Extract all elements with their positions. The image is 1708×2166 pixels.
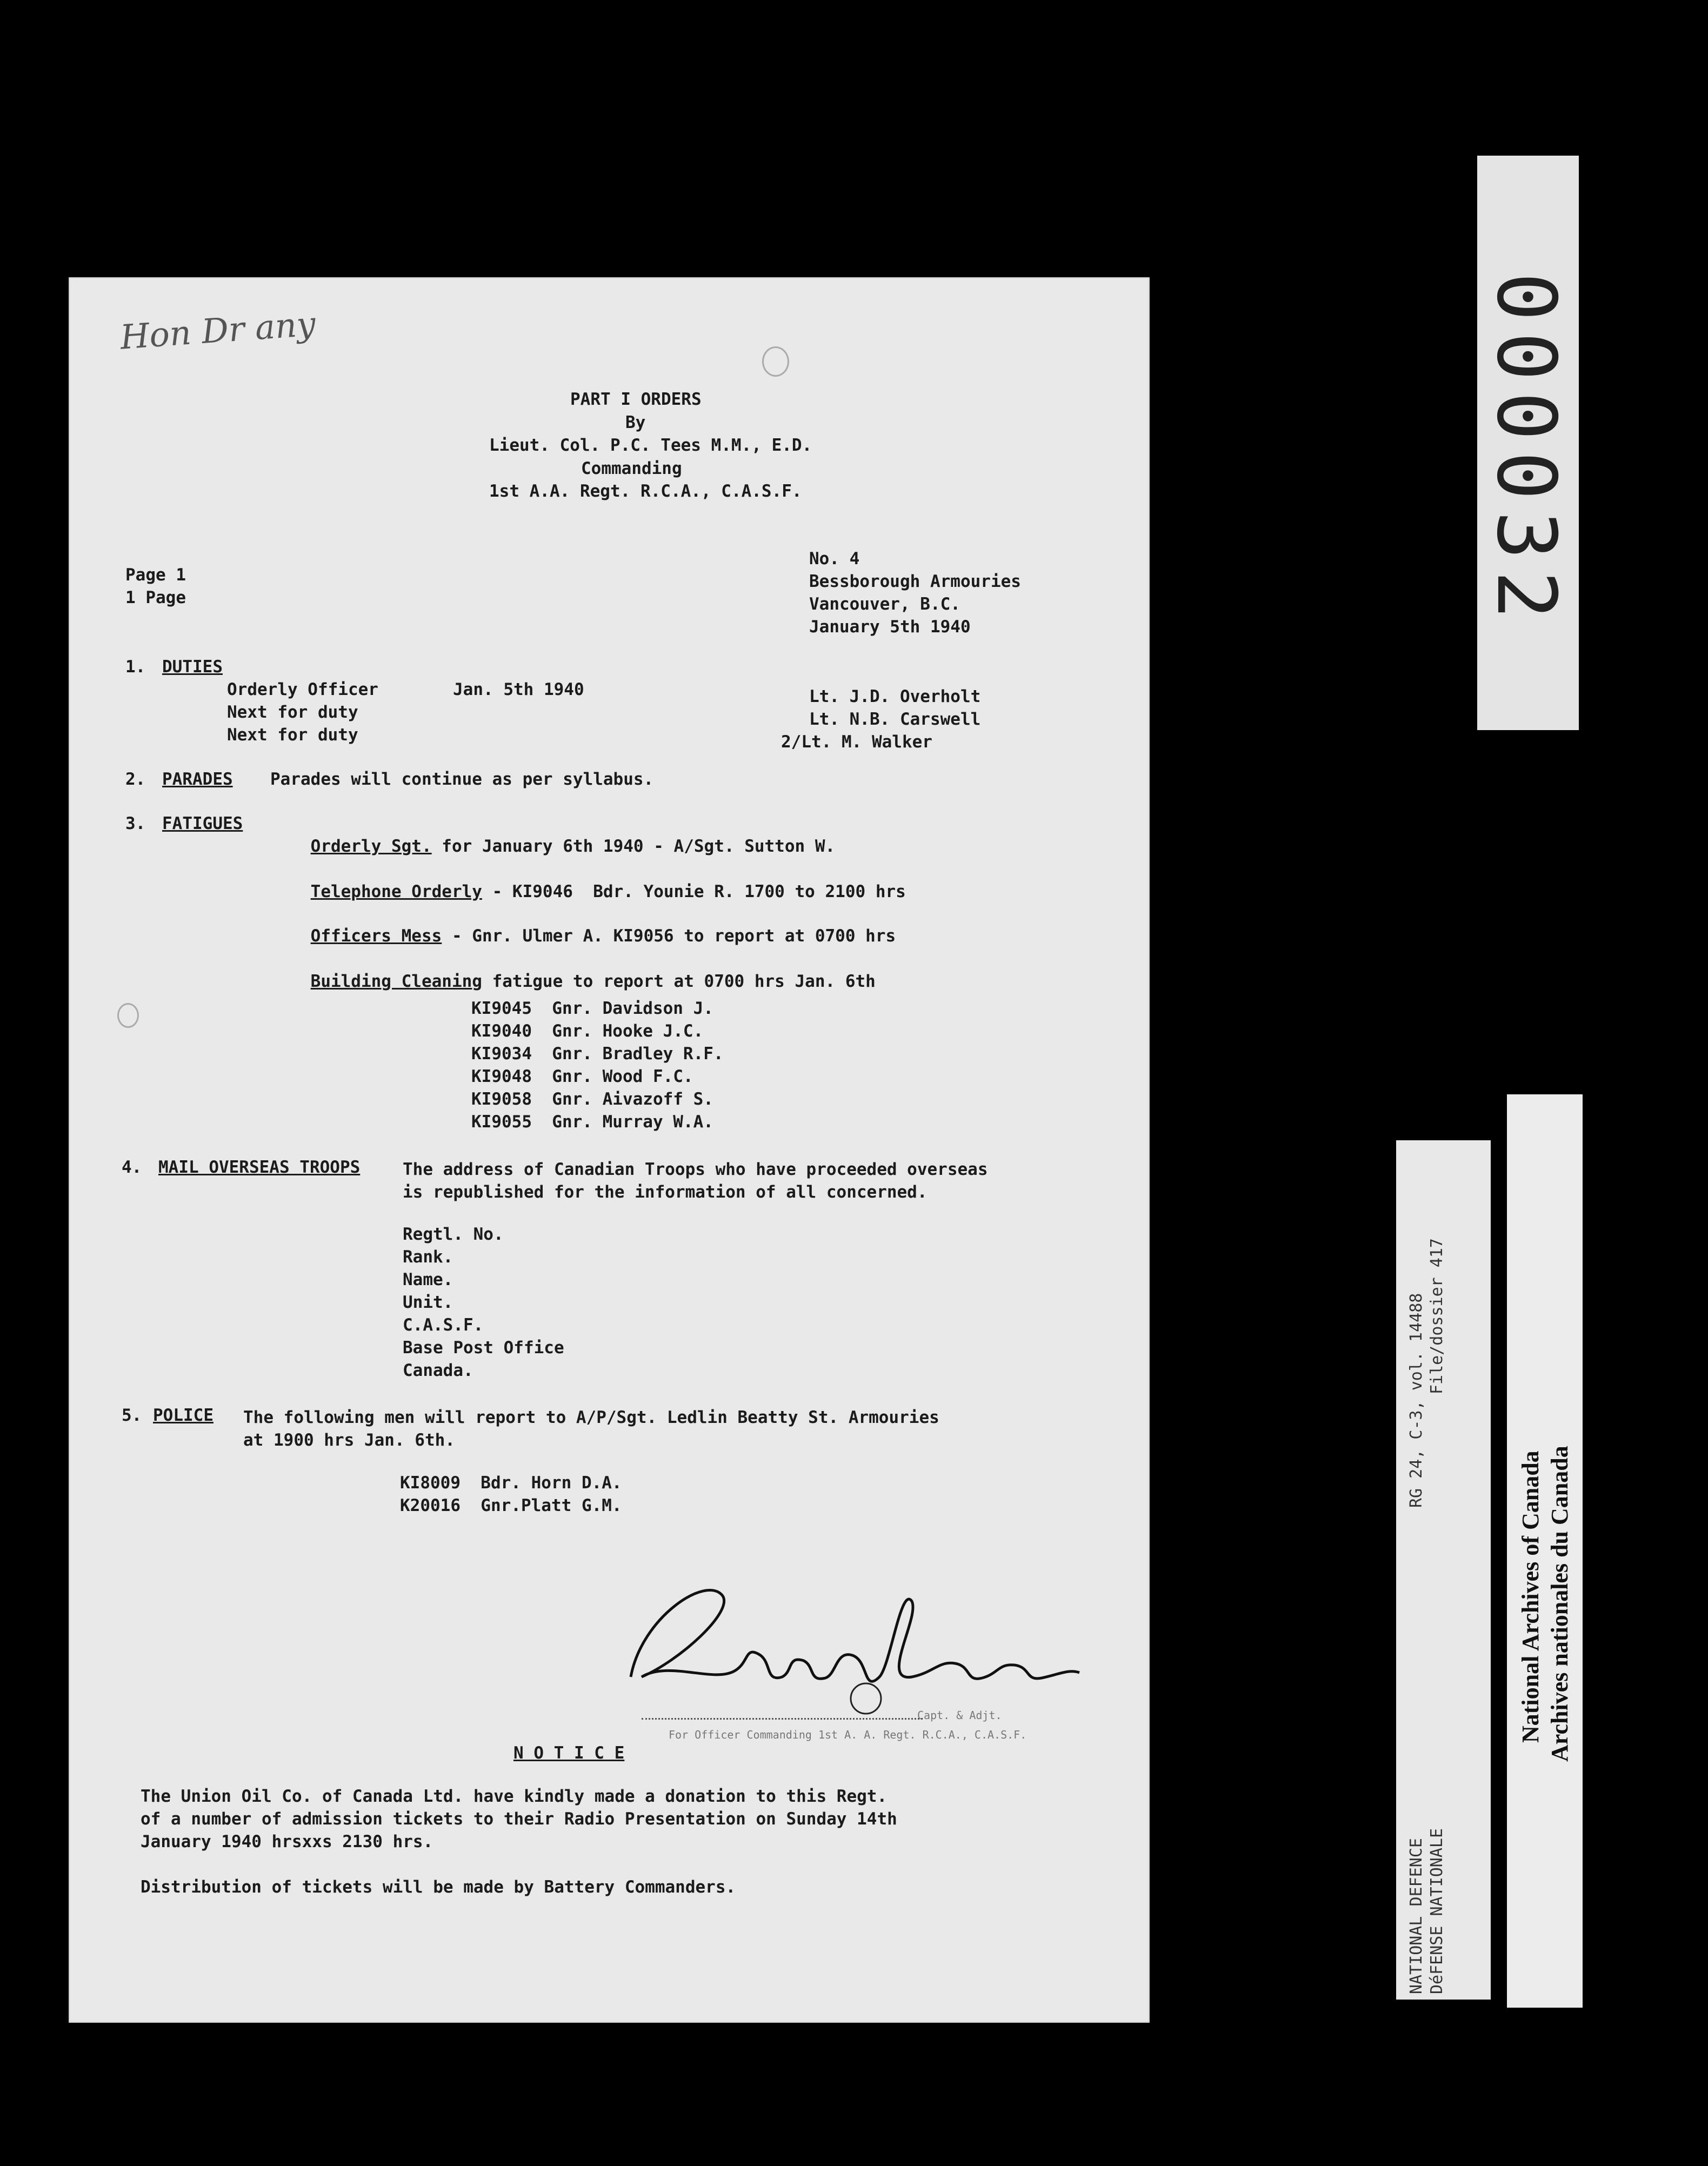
mail-address-line: Name. [403, 1270, 453, 1289]
mail-address-line: Regtl. No. [403, 1225, 504, 1244]
fatigue-text: - Gnr. Ulmer A. KI9056 to report at 0700 hrs [442, 926, 896, 946]
orders-commanding: Commanding [581, 459, 682, 478]
archive-label-strip [1507, 1094, 1583, 2008]
notice-line-1: The Union Oil Co. of Canada Ltd. have kindly made a donation to this Regt. [141, 1787, 888, 1806]
frame-number: 000032 [1479, 272, 1573, 630]
police-number: 5. [122, 1406, 142, 1425]
notice-line-4: Distribution of tickets will be made by Battery Commanders. [141, 1877, 736, 1897]
mail-address-line: Canada. [403, 1361, 473, 1380]
archive-dept-fr: DéFENSE NATIONALE [1427, 1828, 1446, 1994]
archive-label-en: National Archives of Canada [1517, 1450, 1544, 1743]
mail-heading: MAIL OVERSEAS TROOPS [158, 1158, 361, 1177]
duty-role: Next for duty [227, 703, 358, 722]
notice-line-2: of a number of admission tickets to their Radio Presentation on Sunday 14th [141, 1809, 897, 1829]
archive-label-fr: Archives nationales du Canada [1546, 1446, 1573, 1762]
archive-ref-line-2: File/dossier 417 [1427, 1238, 1446, 1394]
parades-heading: PARADES [162, 770, 233, 789]
orders-unit: 1st A.A. Regt. R.C.A., C.A.S.F. [489, 482, 802, 501]
parades-number: 2. [125, 770, 146, 789]
mail-address-line: Base Post Office [403, 1338, 564, 1358]
notice-line-3: January 1940 hrsxxs 2130 hrs. [141, 1832, 433, 1851]
mail-address-line: C.A.S.F. [403, 1315, 484, 1335]
fatigue-text: fatigue to report at 0700 hrs Jan. 6th [482, 972, 876, 991]
fatigues-number: 3. [125, 814, 146, 833]
document-page [69, 277, 1150, 2023]
fatigue-man: KI9040 Gnr. Hooke J.C. [471, 1021, 704, 1041]
fatigue-man: KI9034 Gnr. Bradley R.F. [471, 1044, 724, 1064]
duty-role: Orderly Officer [227, 680, 378, 699]
fatigue-text: for January 6th 1940 - A/Sgt. Sutton W. [431, 837, 836, 856]
fatigue-text: - KI9046 Bdr. Younie R. 1700 to 2100 hrs [482, 882, 906, 901]
parades-text: Parades will continue as per syllabus. [270, 770, 654, 789]
fatigue-man: KI9048 Gnr. Wood F.C. [471, 1067, 693, 1086]
mail-address-line: Rank. [403, 1247, 453, 1267]
orders-commander: Lieut. Col. P.C. Tees M.M., E.D. [489, 436, 812, 455]
notice-heading: N O T I C E [513, 1743, 625, 1763]
duty-role: Next for duty [227, 725, 358, 745]
order-number: No. 4 [809, 549, 860, 569]
fatigue-man: KI9058 Gnr. Aivazoff S. [471, 1089, 713, 1109]
order-city: Vancouver, B.C. [809, 594, 960, 614]
signature-rank: Capt. & Adjt. [917, 1709, 1002, 1722]
fatigues-heading: FATIGUES [162, 814, 243, 833]
police-man: KI8009 Bdr. Horn D.A. [400, 1473, 622, 1493]
duty-name: Lt. J.D. Overholt [809, 687, 981, 706]
police-line-1: The following men will report to A/P/Sgt. Ledlin Beatty St. Armouries [243, 1408, 939, 1427]
archive-reference-strip [1396, 1140, 1491, 2000]
signature [609, 1553, 1123, 1731]
punch-hole-top [762, 346, 789, 377]
orders-by: By [625, 413, 646, 432]
signature-dotted-line [642, 1718, 923, 1720]
order-location: Bessborough Armouries [809, 572, 1021, 591]
fatigue-label: Building Cleaning [310, 972, 482, 991]
duty-name: 2/Lt. M. Walker [781, 732, 932, 752]
signature-scribble [609, 1553, 1123, 1731]
police-man: K20016 Gnr.Platt G.M. [400, 1496, 622, 1515]
fatigue-man: KI9055 Gnr. Murray W.A. [471, 1112, 713, 1132]
page-number: Page 1 [125, 565, 186, 585]
duties-heading: DUTIES [162, 657, 223, 677]
mail-line-1: The address of Canadian Troops who have proceeded overseas [403, 1160, 988, 1179]
mail-number: 4. [122, 1158, 142, 1177]
duty-date: Jan. 5th 1940 [453, 680, 584, 699]
signature-for-line: For Officer Commanding 1st A. A. Regt. R.C.A., C.A.S.F. [669, 1728, 1027, 1741]
page-count: 1 Page [125, 588, 186, 607]
duty-name: Lt. N.B. Carswell [809, 710, 981, 729]
archive-ref-line-1: RG 24, C-3, vol. 14488 [1407, 1293, 1426, 1508]
orders-title: PART I ORDERS [570, 390, 702, 409]
fatigue-label: Officers Mess [310, 926, 442, 946]
archive-dept-en: NATIONAL DEFENCE [1407, 1838, 1426, 1994]
police-line-2: at 1900 hrs Jan. 6th. [243, 1430, 455, 1450]
fatigue-label: Orderly Sgt. [310, 837, 432, 856]
police-heading: POLICE [153, 1406, 214, 1425]
punch-hole-left [117, 1003, 139, 1028]
fatigue-label: Telephone Orderly [310, 882, 482, 901]
duties-number: 1. [125, 657, 146, 677]
fatigue-man: KI9045 Gnr. Davidson J. [471, 999, 713, 1018]
mail-address-line: Unit. [403, 1293, 453, 1312]
handwritten-note: Hon Dr any [118, 304, 317, 357]
order-date: January 5th 1940 [809, 617, 971, 637]
mail-line-2: is republished for the information of all concerned. [403, 1182, 928, 1202]
frame-number-strip [1477, 156, 1579, 730]
